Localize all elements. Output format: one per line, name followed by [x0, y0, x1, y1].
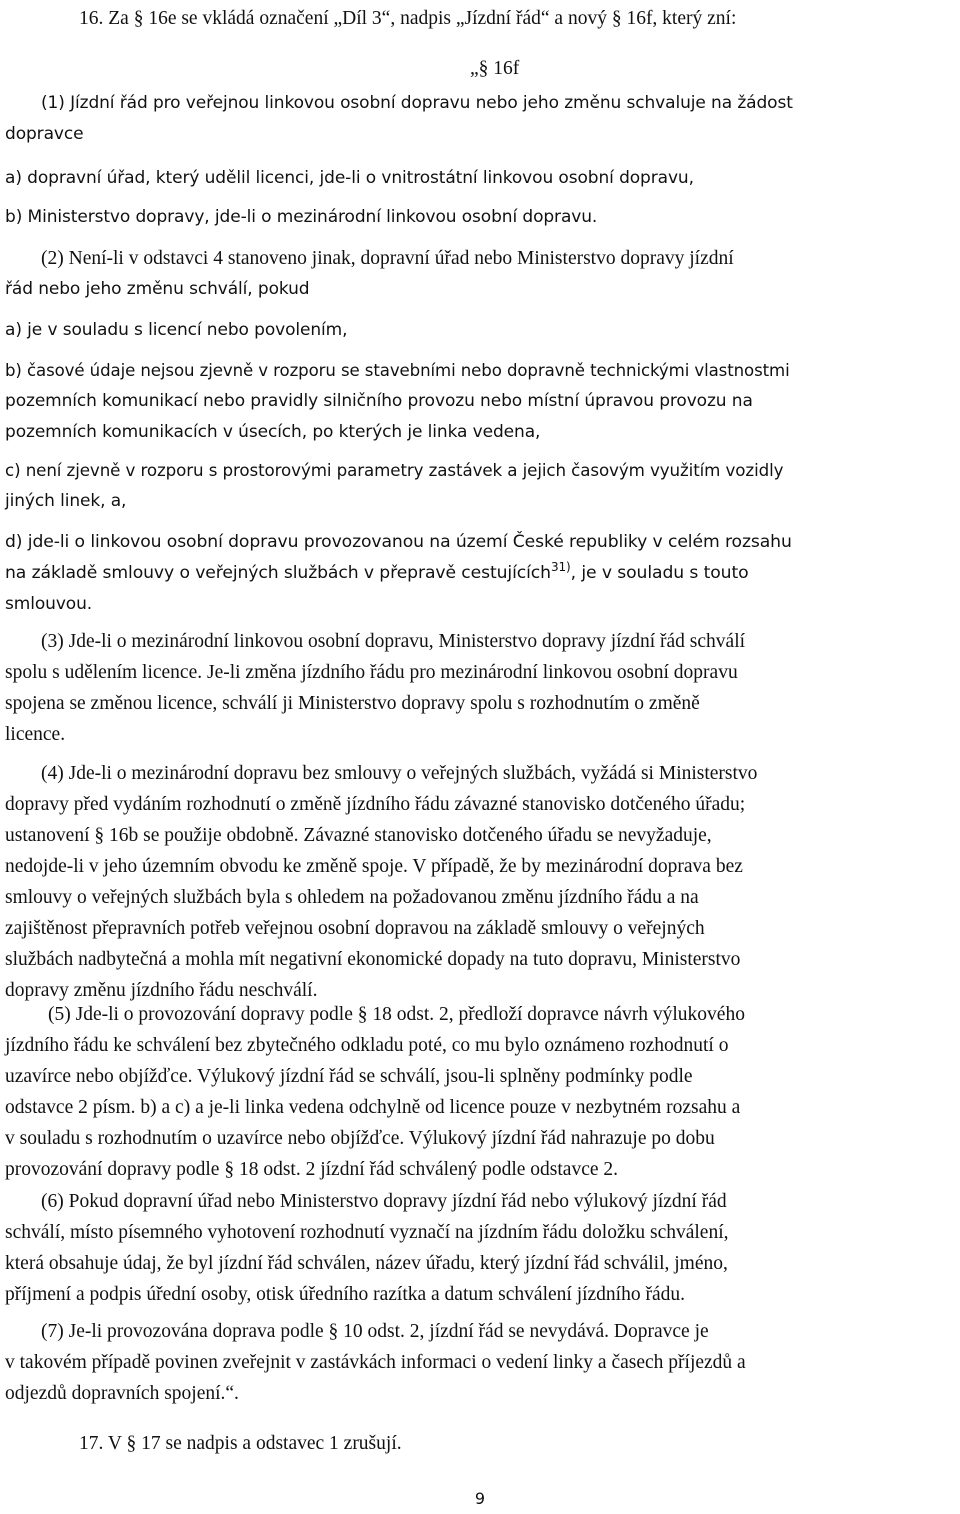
paragraph-2-item-b	[5, 355, 956, 448]
paragraph-5-line: uzavírce nebo objížďce. Výlukový jízdní řád se schválí, jsou-li splněny podmínky podle	[5, 1066, 693, 1087]
paragraph-3-line: spolu s udělením licence. Je-li změna jízdního řádu pro mezinárodní linkovou osobní dopravu	[5, 662, 738, 683]
paragraph-4-line: (4) Jde-li o mezinárodní dopravu bez smlouvy o veřejných službách, vyžádá si Ministerstvo	[41, 763, 758, 784]
paragraph-2-item-b-line: b) časové údaje nejsou zjevně v rozporu se stavebními nebo dopravně technickými vlastnostmi	[5, 361, 790, 380]
paragraph-4	[5, 758, 956, 1006]
paragraph-2-item-d-text: , je v souladu s touto	[570, 563, 749, 583]
paragraph-1	[5, 88, 956, 150]
paragraph-6-line: příjmení a podpis úřední osoby, otisk úředního razítka a datum schválení jízdního řádu.	[5, 1284, 685, 1305]
paragraph-5	[5, 999, 956, 1185]
paragraph-5-line: jízdního řádu ke schválení bez zbytečného odkladu poté, co mu bylo oznámeno rozhodnutí o	[5, 1035, 729, 1056]
amendment-item-16: 16. Za § 16e se vkládá označení „Díl 3“, nadpis „Jízdní řád“ a nový § 16f, který zní:	[79, 8, 737, 29]
paragraph-7-line: (7) Je-li provozována doprava podle § 10 odst. 2, jízdní řád se nevydává. Dopravce je	[41, 1321, 709, 1342]
paragraph-3-line: (3) Jde-li o mezinárodní linkovou osobní dopravu, Ministerstvo dopravy jízdní řád schválí	[41, 631, 746, 652]
paragraph-5-line: v souladu s rozhodnutím o uzavírce nebo objížďce. Výlukový jízdní řád nahrazuje po dobu	[5, 1128, 715, 1149]
section-title: „§ 16f	[470, 58, 520, 79]
paragraph-5-line: provozování dopravy podle § 18 odst. 2 jízdní řád schválený podle odstavce 2.	[5, 1159, 619, 1180]
paragraph-6	[5, 1186, 956, 1310]
paragraph-2-line: řád nebo jeho změnu schválí, pokud	[5, 279, 310, 299]
paragraph-2-line: (2) Není-li v odstavci 4 stanoveno jinak, dopravní úřad nebo Ministerstvo dopravy jízdní	[41, 248, 734, 269]
footnote-ref: 31)	[550, 560, 571, 574]
paragraph-7-line: odjezdů dopravních spojení.“.	[5, 1383, 239, 1404]
paragraph-4-line: smlouvy o veřejných službách byla s ohledem na požadovanou změnu jízdního řádu a na	[5, 887, 699, 908]
paragraph-1-item-b: b) Ministerstvo dopravy, jde-li o mezinárodní linkovou osobní dopravu.	[5, 207, 598, 227]
paragraph-6-line: která obsahuje údaj, že byl jízdní řád schválen, název úřadu, který jízdní řád schválil, jméno,	[5, 1253, 728, 1274]
page-number: 9	[474, 1489, 486, 1508]
paragraph-4-line: dopravy změnu jízdního řádu neschválí.	[5, 980, 318, 1001]
paragraph-1-line: dopravce	[5, 124, 84, 144]
paragraph-5-line: odstavce 2 písm. b) a c) a je-li linka vedena odchylně od licence pouze v nezbytném rozsahu a	[5, 1097, 741, 1118]
paragraph-2-item-d-line: d) jde-li o linkovou osobní dopravu provozovanou na území České republiky v celém rozsahu	[5, 532, 792, 552]
paragraph-1-line: (1) Jízdní řád pro veřejnou linkovou osobní dopravu nebo jeho změnu schvaluje na žádost	[41, 93, 793, 113]
paragraph-2-item-c	[5, 455, 956, 517]
paragraph-3-line: licence.	[5, 724, 66, 745]
paragraph-4-line: službách nadbytečná a mohla mít negativní ekonomické dopady na tuto dopravu, Ministerstvo	[5, 949, 741, 970]
paragraph-2-item-a: a) je v souladu s licencí nebo povolením,	[5, 320, 348, 340]
paragraph-2-item-b-line: pozemních komunikací nebo pravidly silničního provozu nebo místní úpravou provozu na	[5, 391, 753, 411]
paragraph-2-item-c-line: jiných linek, a,	[5, 491, 127, 511]
paragraph-3	[5, 626, 956, 750]
paragraph-4-line: dopravy před vydáním rozhodnutí o změně jízdního řádu závazné stanovisko dotčeného úřadu;	[5, 794, 746, 815]
paragraph-6-line: (6) Pokud dopravní úřad nebo Ministerstvo dopravy jízdní řád nebo výlukový jízdní řád	[41, 1191, 727, 1212]
paragraph-7-line: v takovém případě povinen zveřejnit v zastávkách informaci o vedení linky a časech příjezdů a	[5, 1352, 746, 1373]
paragraph-2-item-c-line: c) není zjevně v rozporu s prostorovými parametry zastávek a jejich časovým využitím vozidly	[5, 460, 784, 480]
paragraph-2-item-d-text: na základě smlouvy o veřejných službách v přepravě cestujících	[5, 563, 551, 583]
paragraph-2-item-d	[5, 527, 956, 620]
amendment-item-17: 17. V § 17 se nadpis a odstavec 1 zrušují.	[79, 1433, 402, 1454]
paragraph-4-line: zajištěnost přepravních potřeb veřejnou osobní dopravou na základě smlouvy o veřejných	[5, 918, 705, 939]
paragraph-2-item-b-line: pozemních komunikacích v úsecích, po kterých je linka vedena,	[5, 422, 541, 442]
paragraph-5-line: (5) Jde-li o provozování dopravy podle § 18 odst. 2, předloží dopravce návrh výlukového	[48, 1004, 745, 1025]
paragraph-3-line: spojena se změnou licence, schválí ji Ministerstvo dopravy spolu s rozhodnutím o změně	[5, 693, 700, 714]
paragraph-6-line: schválí, místo písemného vyhotovení rozhodnutí vyznačí na jízdním řádu doložku schválení,	[5, 1222, 729, 1243]
paragraph-2-intro	[5, 243, 956, 305]
paragraph-1-item-a: a) dopravní úřad, který udělil licenci, jde-li o vnitrostátní linkovou osobní dopravu,	[5, 168, 694, 188]
paragraph-4-line: nedojde-li v jeho územním obvodu ke změně spoje. V případě, že by mezinárodní doprava bez	[5, 856, 743, 877]
paragraph-2-item-d-line	[5, 558, 956, 589]
paragraph-4-line: ustanovení § 16b se použije obdobně. Závazné stanovisko dotčeného úřadu se nevyžaduje,	[5, 825, 712, 846]
paragraph-2-item-d-line: smlouvou.	[5, 594, 93, 614]
paragraph-7	[5, 1316, 956, 1409]
